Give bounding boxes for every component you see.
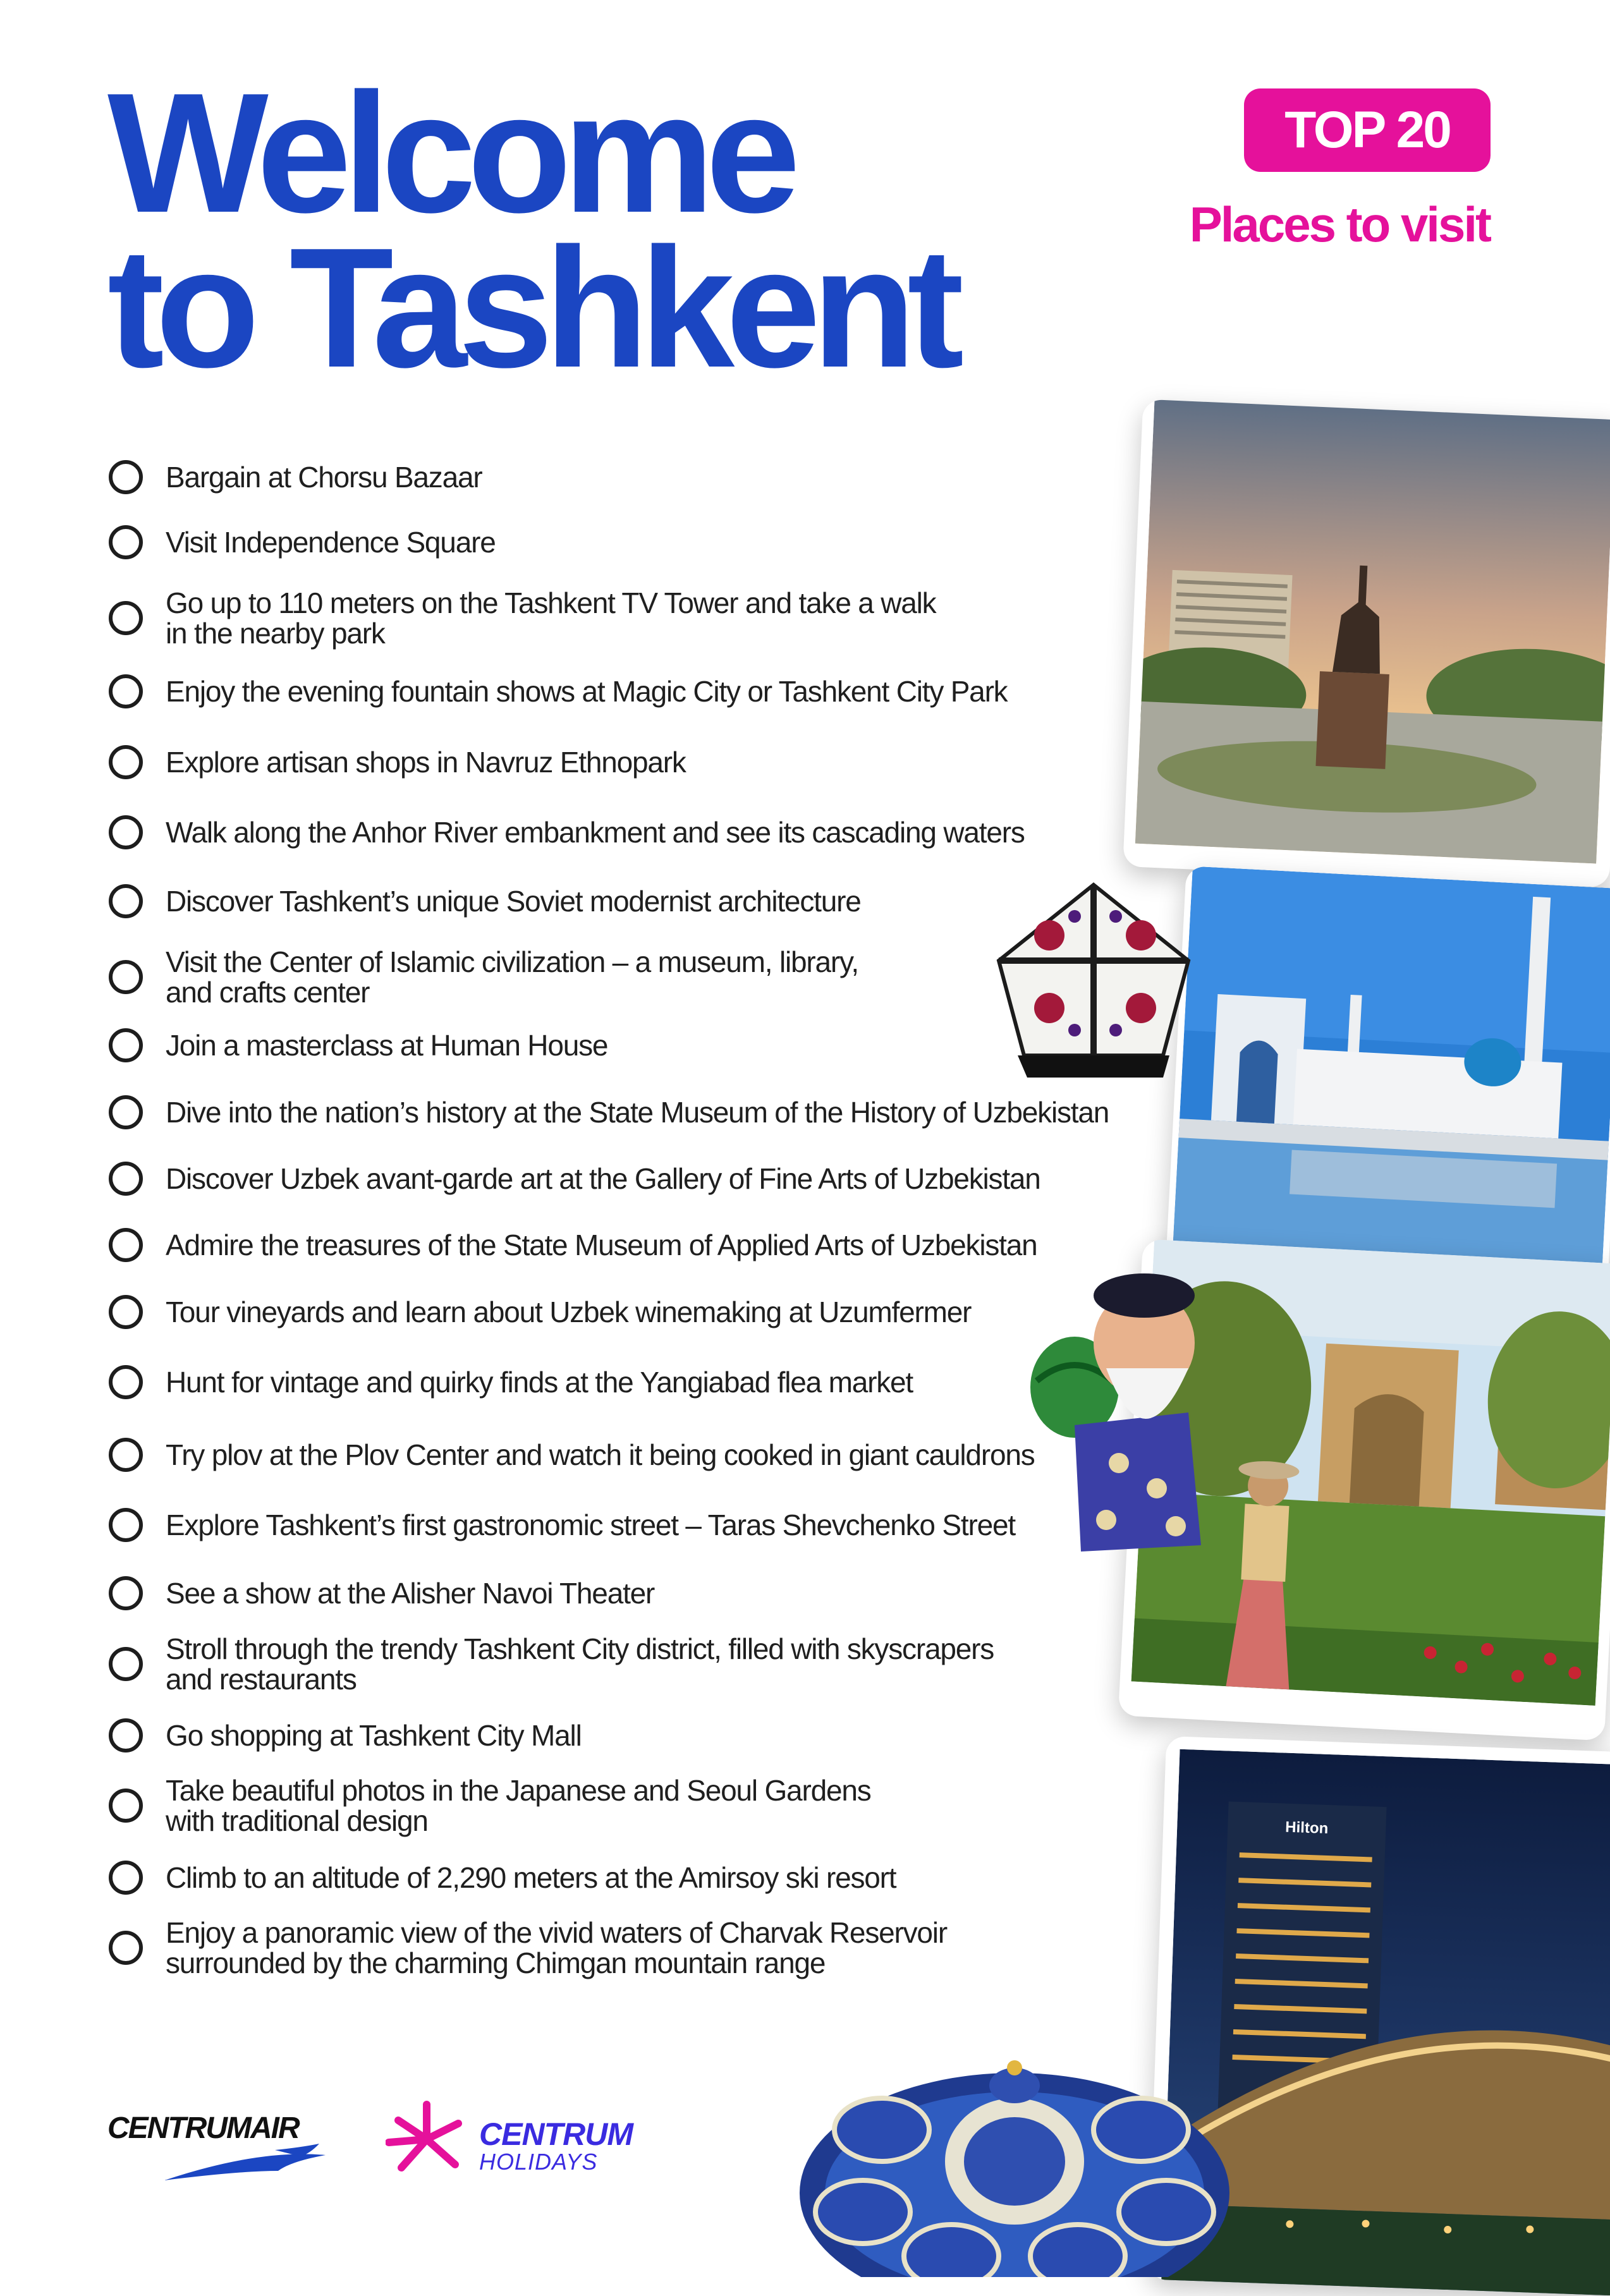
checklist-item[interactable]: [109, 1162, 1139, 1196]
checklist-item[interactable]: [109, 1438, 1139, 1472]
title-line-2: to Tashkent: [107, 213, 956, 403]
centrum-holidays-logo: [386, 2098, 676, 2180]
checklist-item[interactable]: [109, 745, 1139, 779]
checkbox-circle[interactable]: [109, 525, 143, 559]
checklist-item[interactable]: [109, 1095, 1139, 1129]
checklist-item[interactable]: [109, 1365, 1139, 1399]
item-label: Enjoy a panoramic view of the vivid waters of Charvak Reservoir surrounded by the charming Chimgan mountain range: [166, 1916, 947, 1979]
photo-amir-temur-square: [1123, 399, 1610, 888]
checkbox-circle[interactable]: [109, 601, 143, 635]
checkbox-circle[interactable]: [109, 960, 143, 994]
centrumair-wordmark: CENTRUMAIR: [107, 2111, 299, 2145]
item-label: Discover Uzbek avant-garde art at the Gallery of Fine Arts of Uzbekistan: [166, 1162, 1040, 1195]
top-badge: TOP 20: [1244, 88, 1491, 172]
item-label: Visit the Center of Islamic civilization – a museum, library, and crafts center: [166, 945, 858, 1009]
hotel-sign: Hilton: [1284, 1818, 1329, 1838]
checklist-item[interactable]: [109, 460, 1139, 494]
item-label: Explore artisan shops in Navruz Ethnopark: [166, 746, 686, 779]
checklist-item[interactable]: [109, 1295, 1139, 1329]
checkbox-circle[interactable]: [109, 460, 143, 494]
checkbox-circle[interactable]: [109, 1647, 143, 1681]
title-line-1: Welcome: [107, 58, 792, 248]
item-label: See a show at the Alisher Navoi Theater: [166, 1577, 655, 1610]
item-label: Dive into the nation’s history at the State Museum of the History of Uzbekistan: [166, 1096, 1109, 1129]
item-label: Take beautiful photos in the Japanese and Seoul Gardens with traditional design: [166, 1774, 871, 1837]
checklist-item[interactable]: [109, 1775, 1139, 1836]
swallow-icon: [164, 2142, 329, 2187]
item-label: Explore Tashkent’s first gastronomic street – Taras Shevchenko Street: [166, 1509, 1015, 1541]
checklist-item[interactable]: [109, 674, 1139, 708]
ceramic-teaset-decoration: [787, 2016, 1242, 2277]
checklist-item[interactable]: [109, 1861, 1139, 1895]
checklist-item[interactable]: [109, 1917, 1139, 1978]
centrumair-logo: [107, 2111, 335, 2187]
photo-minor-mosque: [1166, 866, 1610, 1287]
item-label: Discover Tashkent’s unique Soviet modernist architecture: [166, 885, 861, 918]
checklist-item[interactable]: [109, 1718, 1139, 1752]
item-label: Join a masterclass at Human House: [166, 1029, 608, 1062]
item-label: Bargain at Chorsu Bazaar: [166, 461, 482, 494]
figurine-decoration: [1024, 1261, 1233, 1558]
checklist-item[interactable]: [109, 1634, 1139, 1694]
item-label: Walk along the Anhor River embankment and see its cascading waters: [166, 816, 1025, 849]
checkbox-circle[interactable]: [109, 1576, 143, 1610]
checkbox-circle[interactable]: [109, 1228, 143, 1262]
checklist-item[interactable]: [109, 525, 1139, 559]
item-label: Climb to an altitude of 2,290 meters at the Amirsoy ski resort: [166, 1861, 896, 1894]
checkbox-circle[interactable]: [109, 1028, 143, 1062]
checklist-item[interactable]: [109, 588, 1139, 648]
checkbox-circle[interactable]: [109, 1162, 143, 1196]
checklist-item[interactable]: [109, 1576, 1139, 1610]
item-label: Try plov at the Plov Center and watch it being cooked in giant cauldrons: [166, 1438, 1035, 1471]
checkbox-circle[interactable]: [109, 745, 143, 779]
holidays-wordmark-2: HOLIDAYS: [479, 2149, 598, 2175]
checkbox-circle[interactable]: [109, 1365, 143, 1399]
checkbox-circle[interactable]: [109, 884, 143, 918]
item-label: Visit Independence Square: [166, 526, 496, 559]
checkbox-circle[interactable]: [109, 1295, 143, 1329]
checkbox-circle[interactable]: [109, 1095, 143, 1129]
checklist-item[interactable]: [109, 1508, 1139, 1542]
starburst-icon: [386, 2098, 471, 2180]
checklist-item[interactable]: [109, 815, 1139, 849]
checkbox-circle[interactable]: [109, 815, 143, 849]
item-label: Admire the treasures of the State Museum of Applied Arts of Uzbekistan: [166, 1229, 1037, 1261]
holidays-wordmark-1: CENTRUM: [479, 2117, 633, 2152]
checkbox-circle[interactable]: [109, 1508, 143, 1542]
item-label: Tour vineyards and learn about Uzbek winemaking at Uzumfermer: [166, 1296, 972, 1328]
item-label: Go shopping at Tashkent City Mall: [166, 1719, 582, 1752]
page-title: [107, 58, 956, 403]
checkbox-circle[interactable]: [109, 1931, 143, 1965]
item-label: Go up to 110 meters on the Tashkent TV Tower and take a walk in the nearby park: [166, 586, 936, 650]
checkbox-circle[interactable]: [109, 1789, 143, 1823]
checklist-item[interactable]: [109, 1228, 1139, 1262]
skullcap-decoration: [973, 866, 1214, 1087]
item-label: Hunt for vintage and quirky finds at the Yangiabad flea market: [166, 1366, 913, 1399]
checkbox-circle[interactable]: [109, 1718, 143, 1752]
item-label: Enjoy the evening fountain shows at Magic City or Tashkent City Park: [166, 675, 1008, 708]
item-label: Stroll through the trendy Tashkent City district, filled with skyscrapers and restaurants: [166, 1632, 994, 1696]
checkbox-circle[interactable]: [109, 1861, 143, 1895]
subtitle: Places to visit: [1189, 197, 1490, 252]
checkbox-circle[interactable]: [109, 1438, 143, 1472]
checkbox-circle[interactable]: [109, 674, 143, 708]
